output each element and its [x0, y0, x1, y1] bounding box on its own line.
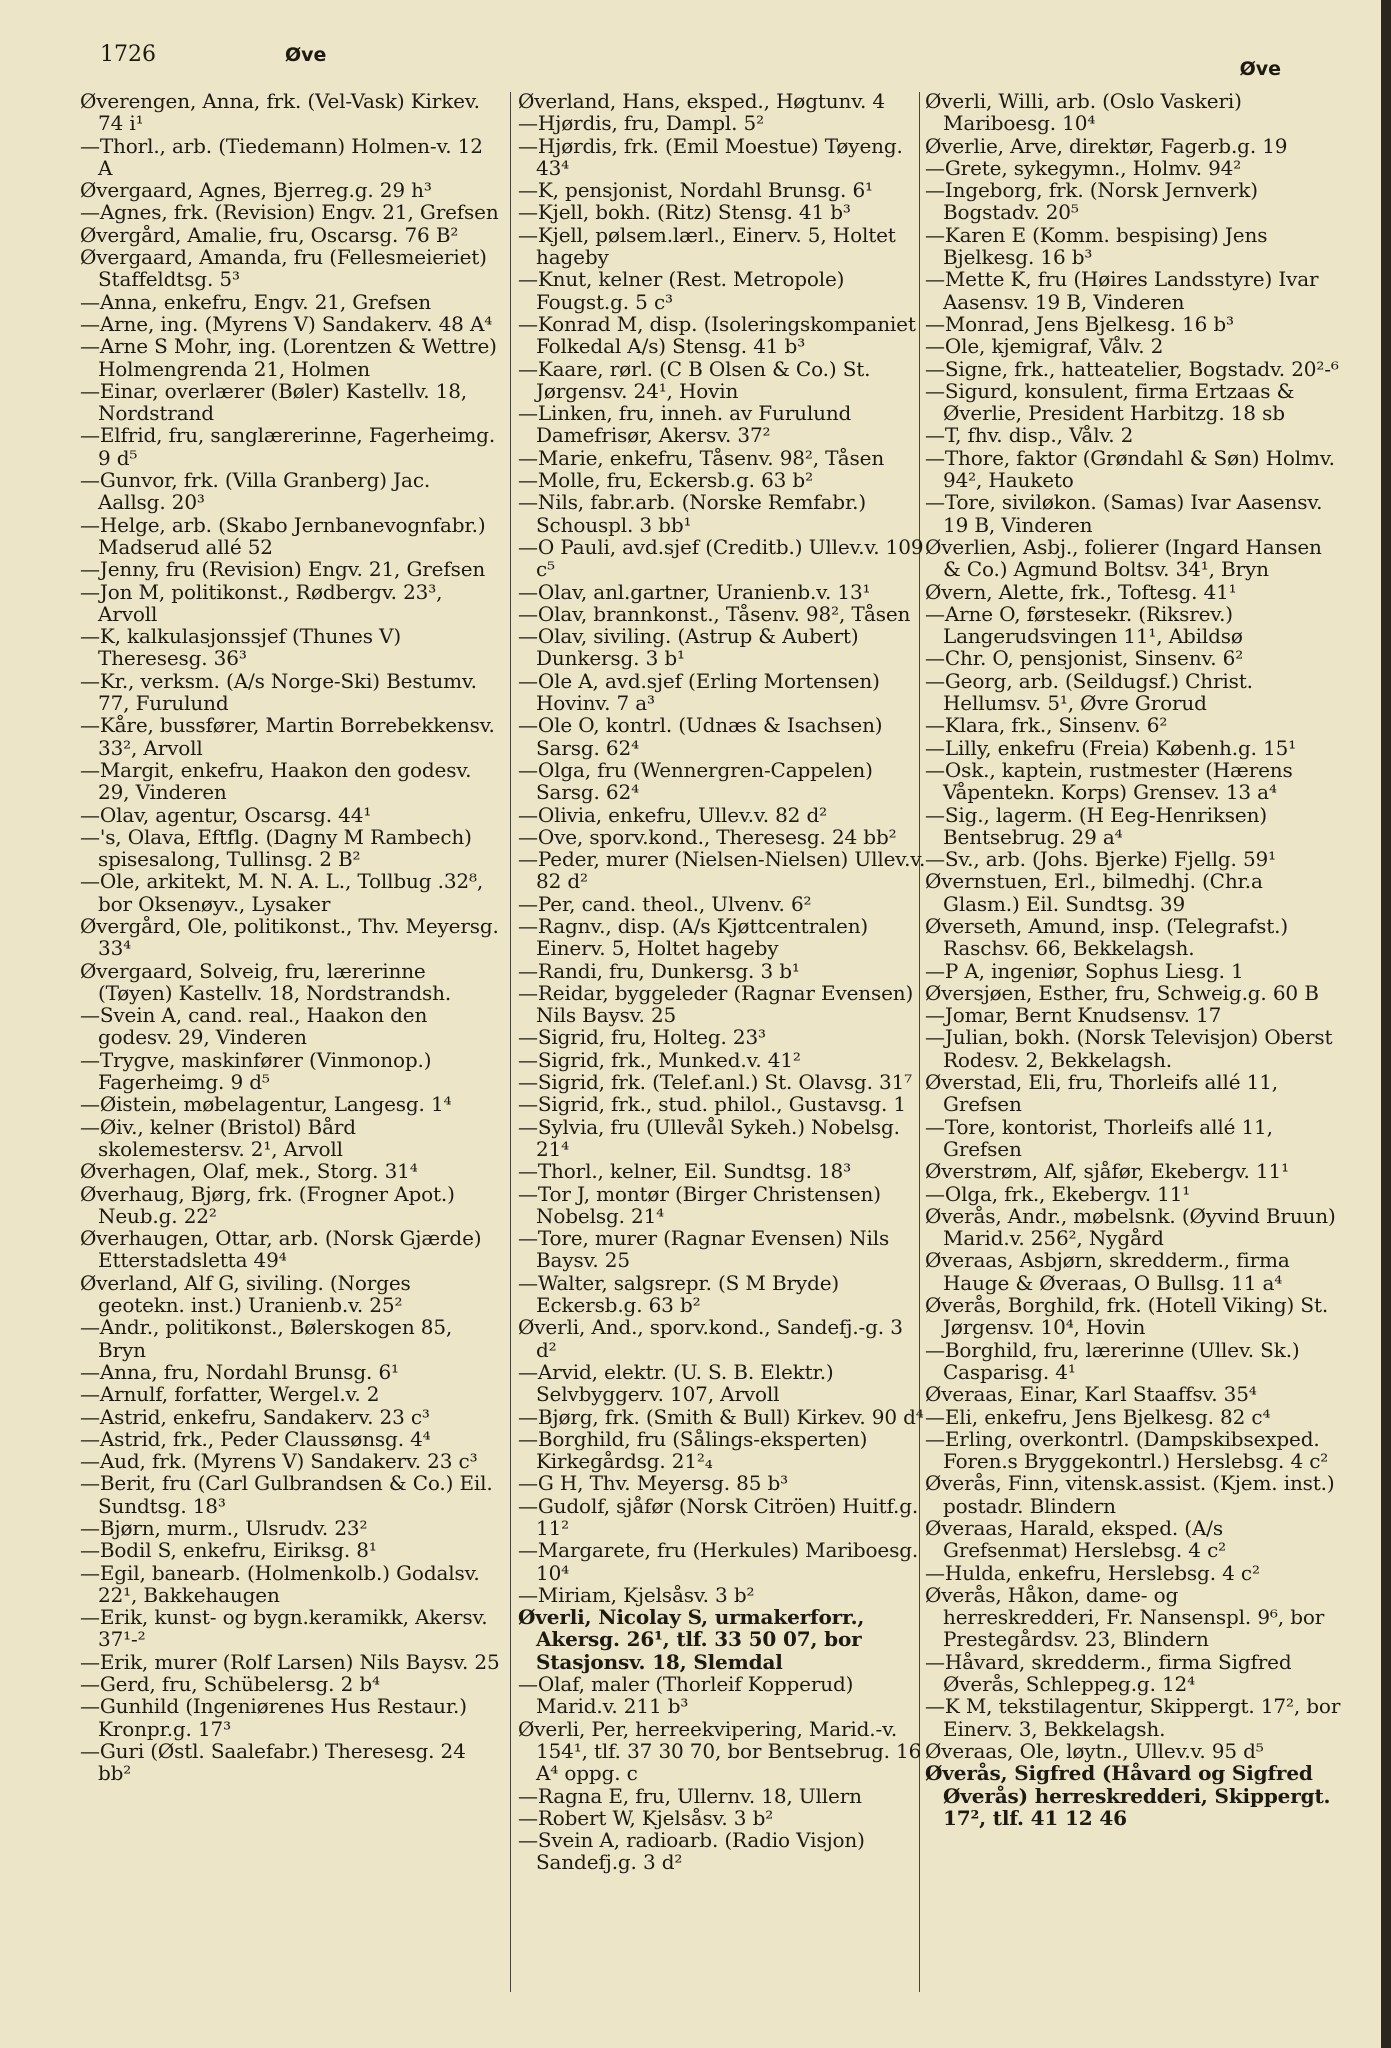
directory-entry: —Erling, overkontrl. (Dampskibsexped. Foren.s Bryggekontrl.) Herslebsg. 4 c² — [925, 1426, 1329, 1474]
directory-entry: Øverengen, Anna, frk. (Vel-Vask) Kirkev. 74 i¹ — [80, 90, 480, 136]
directory-entry: —Arvid, elektr. (U. S. B. Elektr.) Selvbyggerv. 107, Arvoll — [518, 1359, 834, 1407]
directory-entry: —Nils, fabr.arb. (Norske Remfabr.) Schouspl. 3 bb¹ — [518, 490, 867, 537]
directory-entry: —Bjørn, murm., Ulsrudv. 23² — [80, 1516, 368, 1540]
directory-entry: —Olga, frk., Ekebergv. 11¹ — [925, 1181, 1191, 1206]
directory-entry: —Astrid, enkefru, Sandakerv. 23 c³ — [80, 1404, 430, 1429]
directory-entry: —Lilly, enkefru (Freia) Københ.g. 15¹ — [925, 735, 1297, 760]
directory-entry: —Signe, frk., hatteatelier, Bogstadv. 20²-⁶ — [925, 356, 1339, 381]
directory-entry: —Guri (Østl. Saalefabr.) Theresesg. 24 bb² — [80, 1738, 466, 1786]
directory-entry: —Kåre, bussfører, Martin Borrebekkensv. 33², Arvoll — [80, 713, 495, 760]
directory-entry: —'s, Olava, Eftflg. (Dagny M Rambech) spisesalong, Tullinsg. 2 B² — [80, 824, 472, 872]
directory-entry: —Olav, anl.gartner, Uranienb.v. 13¹ — [518, 579, 871, 604]
directory-entry: —Tore, siviløkon. (Samas) Ivar Aasensv. 19 B, Vinderen — [925, 490, 1323, 537]
directory-entry: Øverlien, Asbj., folierer (Ingard Hansen & Co.) Agmund Boltsv. 34¹, Bryn — [925, 534, 1322, 582]
running-headword-right: Øve — [1239, 58, 1281, 80]
directory-entry: —Sigrid, frk., stud. philol., Gustavsg. 1 — [518, 1092, 906, 1117]
directory-entry: —Gunvor, frk. (Villa Granberg) Jac. Aallsg. 20³ — [80, 468, 431, 515]
directory-entry: —T, fhv. disp., Vålv. 2 — [925, 423, 1134, 448]
directory-entry: Øvern, Alette, frk., Toftesg. 41¹ — [925, 579, 1237, 604]
directory-entry: —Peder, murer (Nielsen-Nielsen) Ullev.v. 82 d² — [518, 847, 926, 894]
directory-entry: Øvergaard, Solveig, fru, lærerinne (Tøyen) Kastellv. 18, Nordstrandsh. — [80, 958, 452, 1005]
directory-entry: —Sylvia, fru (Ullevål Sykeh.) Nobelsg. 21⁴ — [518, 1114, 900, 1161]
directory-entry: —Ole O, kontrl. (Udnæs & Isachsen) Sarsg. 62⁴ — [518, 713, 883, 760]
directory-entry: —Borghild, fru, lærerinne (Ullev. Sk.) Casparisg. 4¹ — [925, 1337, 1300, 1384]
directory-entry: —Margit, enkefru, Haakon den godesv. 29, Vinderen — [80, 757, 472, 805]
directory-entry: —Hjørdis, fru, Dampl. 5² — [518, 111, 764, 136]
directory-entry: Øvergaard, Agnes, Bjerreg.g. 29 h³ — [80, 178, 432, 203]
directory-entry: —Robert W, Kjelsåsv. 3 b² — [518, 1805, 774, 1830]
page-header — [100, 42, 1351, 80]
directory-entry: Øverås, Andr., møbelsnk. (Øyvind Bruun) Marid.v. 256², Nygård — [925, 1203, 1336, 1251]
directory-entry: Øverås, Sigfred (Håvard og Sigfred Øverås) herreskredderi, Skippergt. 17², tlf. 41 12 46 — [925, 1761, 1331, 1830]
directory-entry: Øverås, Håkon, dame- og herreskredderi, Fr. Nansenspl. 9⁶, bor Prestegårdsv. 23, Blindern — [925, 1582, 1325, 1652]
directory-entry: Øvergård, Amalie, fru, Oscarsg. 76 B² — [80, 222, 459, 247]
directory-entry: —Einar, overlærer (Bøler) Kastellv. 18, Nordstrand — [80, 378, 468, 426]
directory-entry: —K M, tekstilagentur, Skippergt. 17², bor Einerv. 3, Bekkelagsh. — [925, 1694, 1341, 1741]
directory-entry: —Olivia, enkefru, Ullev.v. 82 d² — [518, 802, 827, 827]
directory-entry: Øveraas, Einar, Karl Staaffsv. 35⁴ — [925, 1382, 1257, 1407]
directory-entry: Øveraas, Ole, løytn., Ullev.v. 95 d⁵ — [925, 1738, 1264, 1763]
directory-entry: —Walter, salgsrepr. (S M Bryde) Eckersb.g. 63 b² — [518, 1270, 840, 1318]
directory-entry: —Tore, kontorist, Thorleifs allé 11, Grefsen — [925, 1114, 1273, 1161]
directory-entry: Øvergård, Ole, politikonst., Thv. Meyersg. 33⁴ — [80, 913, 499, 961]
directory-entry: —Olaf, maler (Thorleif Kopperud) Marid.v. 211 b³ — [518, 1672, 854, 1719]
directory-entry: Øverstrøm, Alf, sjåfør, Ekebergv. 11¹ — [925, 1159, 1289, 1184]
directory-entry: —Jenny, fru (Revision) Engv. 21, Grefsen — [80, 557, 486, 582]
directory-entry: —K, pensjonist, Nordahl Brunsg. 6¹ — [518, 178, 873, 203]
directory-entry: —Anna, fru, Nordahl Brunsg. 6¹ — [80, 1359, 399, 1384]
directory-entry: Øverhaug, Bjørg, frk. (Frogner Apot.) Neub.g. 22² — [80, 1181, 455, 1228]
directory-entry: —Mette K, fru (Høires Landsstyre) Ivar Aasensv. 19 B, Vinderen — [925, 267, 1319, 314]
directory-entry: Øverhaugen, Ottar, arb. (Norsk Gjærde) Etterstadsletta 49⁴ — [80, 1226, 482, 1273]
directory-entry: —Konrad M, disp. (Isoleringskompaniet Folkedal A/s) Stensg. 41 b³ — [518, 311, 916, 359]
directory-entry: —Andr., politikonst., Bølerskogen 85, Bryn — [80, 1315, 453, 1362]
directory-entry: —Agnes, frk. (Revision) Engv. 21, Grefsen — [80, 200, 499, 225]
directory-entry: —Ole, arkitekt, M. N. A. L., Tollbug .32⁸, bor Oksenøyv., Lysaker — [80, 869, 484, 916]
directory-entry: —Olav, siviling. (Astrup & Aubert) Dunkersg. 3 b¹ — [518, 624, 859, 671]
directory-entry: —Sigrid, frk., Munked.v. 41² — [518, 1047, 801, 1072]
directory-entry: —Ole A, avd.sjef (Erling Mortensen) Hovinv. 7 a³ — [518, 668, 880, 716]
directory-entry: —Borghild, fru (Sålings-eksperten) Kirkegårdsg. 21²₄ — [518, 1426, 868, 1474]
directory-entry: —Kr., verksm. (A/s Norge-Ski) Bestumv. 77, Furulund — [80, 668, 477, 716]
directory-entry: —Sigurd, konsulent, firma Ertzaas & Øverlie, President Harbitzg. 18 sb — [925, 378, 1295, 426]
directory-entry: —Olga, fru (Wennergren-Cappelen) Sarsg. 62⁴ — [518, 757, 873, 805]
directory-entry: —Trygve, maskinfører (Vinmonop.) Fagerheimg. 9 d⁵ — [80, 1047, 432, 1095]
directory-entry: —Gudolf, sjåfør (Norsk Citröen) Huitf.g. 11² — [518, 1493, 919, 1540]
directory-entry: Øveraas, Harald, eksped. (A/s Grefsenmat) Herslebsg. 4 c² — [925, 1516, 1227, 1563]
directory-entry: —Sv., arb. (Johs. Bjerke) Fjellg. 59¹ — [925, 847, 1276, 872]
directory-entry: —Arne, ing. (Myrens V) Sandakerv. 48 A⁴ — [80, 311, 493, 336]
directory-entry: Øverlie, Arve, direktør, Fagerb.g. 19 — [925, 133, 1288, 158]
directory-entry: Øverland, Alf G, siviling. (Norges geotekn. inst.) Uranienb.v. 25² — [80, 1270, 411, 1318]
directory-entry: —Øistein, møbelagentur, Langesg. 1⁴ — [80, 1092, 452, 1117]
directory-entry: —Gerd, fru, Schübelersg. 2 b⁴ — [80, 1672, 380, 1697]
directory-entry: Øverseth, Amund, insp. (Telegrafst.) Raschsv. 66, Bekkelagsh. — [925, 913, 1288, 961]
directory-entry: —Olav, brannkonst., Tåsenv. 98², Tåsen — [518, 601, 911, 626]
directory-entry: —Monrad, Jens Bjelkesg. 16 b³ — [925, 311, 1234, 336]
directory-entry: —Astrid, frk., Peder Claussønsg. 4⁴ — [80, 1426, 431, 1451]
directory-entry: Øverli, Nicolay S, urmakerforr., Akersg. 26¹, tlf. 33 50 07, bor Stasjonsv. 18, Slemdal — [518, 1605, 865, 1674]
directory-entry: Øverhagen, Olaf, mek., Storg. 31⁴ — [80, 1159, 418, 1184]
directory-entry: —P A, ingeniør, Sophus Liesg. 1 — [925, 958, 1244, 983]
directory-entry: —Arne S Mohr, ing. (Lorentzen & Wettre) Holmengrenda 21, Holmen — [80, 334, 497, 381]
directory-entry: —Erik, murer (Rolf Larsen) Nils Baysv. 25 — [80, 1649, 500, 1674]
directory-entry: Øverstad, Eli, fru, Thorleifs allé 11, Grefsen — [925, 1070, 1278, 1117]
directory-entry: —O Pauli, avd.sjef (Creditb.) Ullev.v. 109 c⁵ — [518, 534, 924, 582]
directory-entry: —Bodil S, enkefru, Eiriksg. 8¹ — [80, 1538, 377, 1563]
directory-entry: Øverli, And., sporv.kond., Sandefj.-g. 3 d² — [518, 1315, 903, 1362]
directory-entry: —Georg, arb. (Seildugsf.) Christ. Hellumsv. 5¹, Øvre Grorud — [925, 668, 1253, 716]
directory-entry: —Kaare, rørl. (C B Olsen & Co.) St. Jørgensv. 24¹, Hovin — [518, 356, 871, 403]
directory-entry: —Thorl., arb. (Tiedemann) Holmen-v. 12 A — [80, 133, 483, 180]
directory-entry: —Kjell, bokh. (Ritz) Stensg. 41 b³ — [518, 200, 851, 225]
directory-entry: Øversjøen, Esther, fru, Schweig.g. 60 B — [925, 980, 1319, 1005]
directory-entry: —Randi, fru, Dunkersg. 3 b¹ — [518, 958, 800, 983]
directory-entry: Øverli, Willi, arb. (Oslo Vaskeri) Mariboesg. 10⁴ — [925, 90, 1242, 136]
column-divider — [510, 92, 511, 1992]
directory-entry: —Hulda, enkefru, Herslebsg. 4 c² — [925, 1560, 1260, 1585]
directory-entry: —Osk., kaptein, rustmester (Hærens Våpentekn. Korps) Grensev. 13 a⁴ — [925, 757, 1293, 805]
directory-entry: —Øiv., kelner (Bristol) Bård skolemestersv. 2¹, Arvoll — [80, 1114, 356, 1161]
directory-entry: Øverås, Borghild, frk. (Hotell Viking) St. Jørgensv. 10⁴, Hovin — [925, 1293, 1329, 1340]
directory-entry: Øverås, Finn, vitensk.assist. (Kjem. inst.) postadr. Blindern — [925, 1471, 1335, 1518]
directory-entry: —Ove, sporv.kond., Theresesg. 24 bb² — [518, 824, 897, 849]
directory-entry: —Arnulf, forfatter, Wergel.v. 2 — [80, 1382, 380, 1407]
directory-entry: —Linken, fru, inneh. av Furulund Damefrisør, Akersv. 37² — [518, 401, 852, 448]
directory-entry: —Bjørg, frk. (Smith & Bull) Kirkev. 90 d⁴ — [518, 1404, 924, 1429]
directory-entry: —Svein A, radioarb. (Radio Visjon) Sandefj.g. 3 d² — [518, 1828, 865, 1875]
directory-entry: —Karen E (Komm. bespising) Jens Bjelkesg. 16 b³ — [925, 222, 1268, 270]
directory-entry: —Sig., lagerm. (H Eeg-Henriksen) Bentsebrug. 29 a⁴ — [925, 802, 1267, 849]
directory-entry: Øverland, Hans, eksped., Høgtunv. 4 — [518, 90, 885, 113]
directory-entry: —Tore, murer (Ragnar Evensen) Nils Baysv. 25 — [518, 1226, 890, 1273]
directory-column-2 — [518, 90, 926, 1990]
directory-entry: —Tor J, montør (Birger Christensen) Nobelsg. 21⁴ — [518, 1181, 881, 1228]
directory-entry: —Marie, enkefru, Tåsenv. 98², Tåsen — [518, 445, 885, 470]
directory-entry: —Svein A, cand. real., Haakon den godesv. 29, Vinderen — [80, 1003, 428, 1050]
directory-entry: —Per, cand. theol., Ulvenv. 6² — [518, 891, 812, 916]
directory-entry: —Ragnv., disp. (A/s Kjøttcentralen) Einerv. 5, Holtet hageby — [518, 913, 869, 961]
directory-entry: —Ole, kjemigraf, Vålv. 2 — [925, 334, 1164, 359]
directory-entry: —Thorl., kelner, Eil. Sundtsg. 18³ — [518, 1159, 851, 1184]
directory-entry: Øvernstuen, Erl., bilmedhj. (Chr.a Glasm.) Eil. Sundtsg. 39 — [925, 869, 1263, 916]
directory-entry: —K, kalkulasjonssjef (Thunes V) Theresesg. 36³ — [80, 624, 401, 671]
directory-entry: —Thore, faktor (Grøndahl & Søn) Holmv. 94², Hauketo — [925, 445, 1335, 493]
directory-entry: —Erik, kunst- og bygn.keramikk, Akersv. 37¹-² — [80, 1605, 488, 1652]
directory-entry: —Egil, banearb. (Holmenkolb.) Godalsv. 22¹, Bakkehaugen — [80, 1560, 480, 1607]
directory-entry: —Molle, fru, Eckersb.g. 63 b² — [518, 468, 813, 493]
directory-entry: —Miriam, Kjelsåsv. 3 b² — [518, 1582, 755, 1607]
directory-entry: Øvergaard, Amanda, fru (Fellesmeieriet) Staffeldtsg. 5³ — [80, 245, 487, 292]
directory-entry: —Ragna E, fru, Ullernv. 18, Ullern — [518, 1783, 862, 1808]
directory-entry: —Chr. O, pensjonist, Sinsenv. 6² — [925, 646, 1244, 671]
directory-entry: —Klara, frk., Sinsenv. 6² — [925, 713, 1168, 738]
directory-column-3 — [925, 90, 1341, 1990]
directory-entry: —Aud, frk. (Myrens V) Sandakerv. 23 c³ — [80, 1449, 478, 1474]
directory-entry: —Grete, sykegymn., Holmv. 94² — [925, 155, 1242, 180]
directory-entry: —Olav, agentur, Oscarsg. 44¹ — [80, 802, 372, 827]
directory-entry: —Berit, fru (Carl Gulbrandsen & Co.) Eil. Sundtsg. 18³ — [80, 1471, 493, 1518]
directory-entry: —Sigrid, fru, Holteg. 23³ — [518, 1025, 766, 1050]
directory-entry: —Kjell, pølsem.lærl., Einerv. 5, Holtet hageby — [518, 222, 896, 270]
directory-entry: —Reidar, byggeleder (Ragnar Evensen) Nils Baysv. 25 — [518, 980, 914, 1028]
directory-entry: —Knut, kelner (Rest. Metropole) Fougst.g. 5 c³ — [518, 267, 845, 314]
directory-entry: —Håvard, skredderm., firma Sigfred Øverås, Schleppeg.g. 12⁴ — [925, 1649, 1292, 1697]
directory-entry: —Helge, arb. (Skabo Jernbanevognfabr.) Madserud allé 52 — [80, 512, 486, 559]
directory-entry: —Margarete, fru (Herkules) Mariboesg. 10⁴ — [518, 1538, 919, 1585]
directory-entry: —Hjørdis, frk. (Emil Moestue) Tøyeng. 43⁴ — [518, 133, 903, 180]
directory-entry: —Jomar, Bernt Knudsensv. 17 — [925, 1003, 1222, 1028]
page-number: 1726 — [100, 42, 156, 67]
directory-entry: Øveraas, Asbjørn, skredderm., firma Hauge & Øveraas, O Bullsg. 11 a⁴ — [925, 1248, 1290, 1295]
directory-entry: —Anna, enkefru, Engv. 21, Grefsen — [80, 289, 431, 314]
directory-entry: —Gunhild (Ingeniørenes Hus Restaur.) Kronpr.g. 17³ — [80, 1694, 467, 1741]
directory-entry: —Jon M, politikonst., Rødbergv. 23³, Arvoll — [80, 579, 443, 626]
directory-entry: —Eli, enkefru, Jens Bjelkesg. 82 c⁴ — [925, 1404, 1271, 1429]
directory-entry: —G H, Thv. Meyersg. 85 b³ — [518, 1471, 789, 1496]
directory-entry: —Elfrid, fru, sanglærerinne, Fagerheimg. 9 d⁵ — [80, 423, 496, 470]
directory-column-1 — [80, 90, 500, 1990]
directory-entry: —Sigrid, frk. (Telef.anl.) St. Olavsg. 31⁷ — [518, 1070, 913, 1095]
directory-entry: Øverli, Per, herreekvipering, Marid.-v. 154¹, tlf. 37 30 70, bor Bentsebrug. 16 A⁴ oppg. c — [518, 1716, 922, 1786]
running-headword-left: Øve — [285, 44, 327, 66]
directory-entry: —Ingeborg, frk. (Norsk Jernverk) Bogstadv. 20⁵ — [925, 178, 1258, 225]
directory-entry: —Arne O, førstesekr. (Riksrev.) Langerudsvingen 11¹, Abildsø — [925, 601, 1243, 649]
directory-entry: —Julian, bokh. (Norsk Televisjon) Oberst Rodesv. 2, Bekkelagsh. — [925, 1025, 1333, 1072]
